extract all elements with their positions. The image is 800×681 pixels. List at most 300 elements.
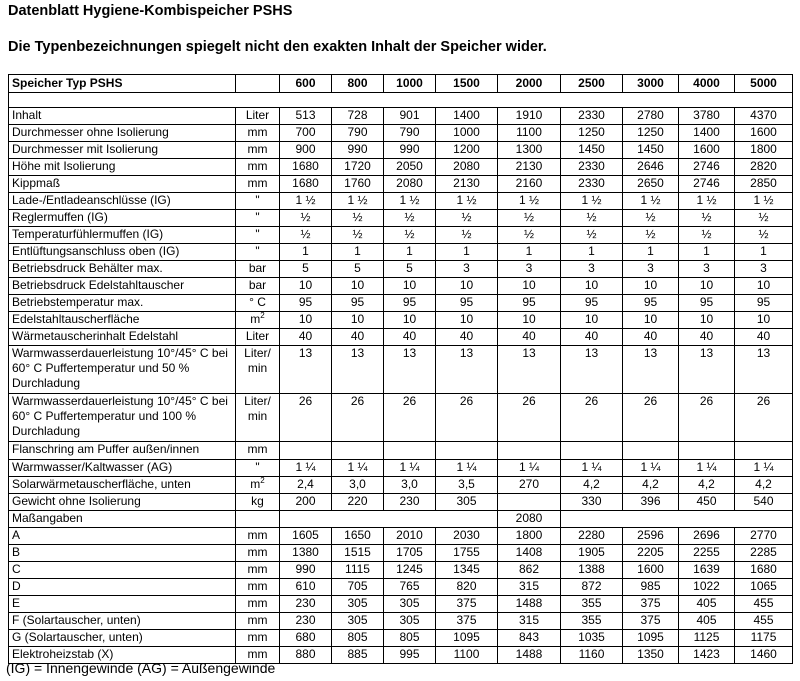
row-unit-text: Liter/ min: [244, 394, 271, 423]
row-unit-text: m: [250, 477, 261, 491]
row-value: ½: [384, 227, 436, 244]
row-value: 2010: [384, 528, 436, 545]
row-value: 230: [280, 613, 332, 630]
row-value: 1423: [679, 647, 735, 664]
row-value: 2850: [735, 176, 793, 193]
row-value: 2,4: [280, 477, 332, 494]
row-value: 2030: [436, 528, 498, 545]
row-value: 1605: [280, 528, 332, 545]
row-label: Lade-/Entladeanschlüsse (IG): [9, 193, 236, 210]
row-unit: [236, 596, 280, 613]
row-label: G (Solartauscher, unten): [9, 630, 236, 647]
row-unit: [236, 494, 280, 511]
row-value: 1: [735, 244, 793, 261]
row-value: 40: [384, 329, 436, 346]
row-value: 3780: [679, 108, 735, 125]
row-unit: [236, 312, 280, 329]
row-value: 1400: [436, 108, 498, 125]
row-value: 2330: [561, 176, 623, 193]
row-label: Elektroheizstab (X): [9, 647, 236, 664]
row-value: 355: [561, 596, 623, 613]
row-value: ½: [332, 210, 384, 227]
row-value: 790: [332, 125, 384, 142]
table-row: [9, 227, 793, 244]
table-row: [9, 511, 793, 528]
row-value: 1: [332, 244, 384, 261]
row-value: 40: [436, 329, 498, 346]
row-unit: [236, 579, 280, 596]
row-unit-text: mm: [247, 596, 268, 610]
row-value: 10: [498, 312, 561, 329]
row-value: 40: [735, 329, 793, 346]
row-value: 540: [735, 494, 793, 511]
row-label: Betriebsdruck Edelstahltauscher: [9, 278, 236, 295]
row-label: Temperaturfühlermuffen (IG): [9, 227, 236, 244]
table-row: [9, 295, 793, 312]
row-value: 10: [332, 312, 384, 329]
row-value: 405: [679, 613, 735, 630]
row-value: ½: [561, 227, 623, 244]
row-value: 26: [679, 394, 735, 442]
row-value: 1 ½: [679, 193, 735, 210]
header-type-800: 800: [332, 75, 384, 93]
row-value: 990: [280, 562, 332, 579]
row-unit: [236, 562, 280, 579]
row-value: 330: [561, 494, 623, 511]
row-unit-text: ": [255, 460, 260, 474]
row-unit-text: ": [255, 244, 260, 258]
row-value: 305: [384, 613, 436, 630]
row-value: 10: [436, 312, 498, 329]
row-label: Solarwärmetauscherfläche, unten: [9, 477, 236, 494]
row-value: 10: [498, 278, 561, 295]
row-value: ½: [384, 210, 436, 227]
row-value: 95: [280, 295, 332, 312]
row-label: Maßangaben: [9, 511, 236, 528]
row-value: 40: [280, 329, 332, 346]
row-value: ½: [436, 210, 498, 227]
row-value: 1639: [679, 562, 735, 579]
row-value: 26: [280, 394, 332, 442]
row-unit: [236, 210, 280, 227]
row-unit-superscript: 2: [260, 311, 265, 320]
row-unit-text: Liter: [245, 329, 270, 343]
row-value: 700: [280, 125, 332, 142]
row-unit-text: mm: [247, 528, 268, 542]
row-value: 95: [436, 295, 498, 312]
row-unit: [236, 545, 280, 562]
row-unit: [236, 278, 280, 295]
row-value: ½: [332, 227, 384, 244]
row-value: 305: [436, 494, 498, 511]
row-value: 1488: [498, 647, 561, 664]
table-row: [9, 278, 793, 295]
row-value: 230: [280, 596, 332, 613]
row-value: 13: [498, 346, 561, 394]
row-value: 1115: [332, 562, 384, 579]
row-value: 1: [384, 244, 436, 261]
table-row: [9, 562, 793, 579]
row-value: 2780: [623, 108, 679, 125]
row-value: 5: [384, 261, 436, 278]
row-value: 10: [623, 312, 679, 329]
row-value: 3: [679, 261, 735, 278]
header-type-1500: 1500: [436, 75, 498, 93]
header-type-2000: 2000: [498, 75, 561, 93]
row-value: 40: [623, 329, 679, 346]
row-label: C: [9, 562, 236, 579]
row-value: 4,2: [735, 477, 793, 494]
legend-footnote: (IG) = Innengewinde (AG) = Außengewinde: [6, 660, 276, 676]
row-label: Flanschring am Puffer außen/innen: [9, 442, 236, 460]
row-value: 13: [679, 346, 735, 394]
table-row: [9, 312, 793, 329]
datasheet-table: [8, 74, 793, 664]
row-value: ½: [735, 227, 793, 244]
row-value: 1 ¼: [735, 460, 793, 477]
row-value: 1095: [436, 630, 498, 647]
row-value: 1175: [735, 630, 793, 647]
row-value: 1705: [384, 545, 436, 562]
row-value: 1: [280, 244, 332, 261]
row-value: 3: [735, 261, 793, 278]
row-value: 765: [384, 579, 436, 596]
row-value: 270: [498, 477, 561, 494]
table-header-row: [9, 75, 793, 93]
row-value: 5: [280, 261, 332, 278]
row-value: 10: [679, 312, 735, 329]
row-value: [623, 442, 679, 460]
row-value: 2596: [623, 528, 679, 545]
row-value: 13: [436, 346, 498, 394]
row-label: Reglermuffen (IG): [9, 210, 236, 227]
row-value: [498, 442, 561, 460]
header-unit: [236, 75, 280, 93]
header-type-3000: 3000: [623, 75, 679, 93]
row-value: 990: [332, 142, 384, 159]
row-value: 1: [436, 244, 498, 261]
row-value: 95: [384, 295, 436, 312]
row-value: 1680: [735, 562, 793, 579]
row-value: 10: [561, 278, 623, 295]
row-value: 26: [332, 394, 384, 442]
table-row: [9, 477, 793, 494]
row-value: 40: [561, 329, 623, 346]
row-value: 305: [332, 613, 384, 630]
table-row: [9, 394, 793, 442]
row-value: 1720: [332, 159, 384, 176]
row-value: 40: [679, 329, 735, 346]
row-value: 1250: [623, 125, 679, 142]
row-value: 10: [332, 278, 384, 295]
row-value: 4,2: [679, 477, 735, 494]
row-value: 95: [623, 295, 679, 312]
row-value: 40: [498, 329, 561, 346]
row-value: 1: [498, 244, 561, 261]
row-value: 1 ½: [384, 193, 436, 210]
row-value: 375: [436, 613, 498, 630]
row-value: 1680: [280, 176, 332, 193]
row-value: 1 ½: [561, 193, 623, 210]
merged-cell: [280, 511, 498, 528]
row-unit-text: ° C: [249, 295, 266, 309]
row-value: 805: [384, 630, 436, 647]
row-value: 305: [332, 596, 384, 613]
row-value: 1 ½: [735, 193, 793, 210]
table-row: [9, 528, 793, 545]
row-value: 901: [384, 108, 436, 125]
row-value: 1450: [561, 142, 623, 159]
document-subtitle: Die Typenbezeichnungen spiegelt nicht den exakten Inhalt der Speicher wider.: [8, 39, 547, 55]
row-value: 900: [280, 142, 332, 159]
header-type-5000: 5000: [735, 75, 793, 93]
row-value: 680: [280, 630, 332, 647]
row-value: 230: [384, 494, 436, 511]
row-value: 1035: [561, 630, 623, 647]
row-label: Betriebstemperatur max.: [9, 295, 236, 312]
row-label: F (Solartauscher, unten): [9, 613, 236, 630]
row-value: 1250: [561, 125, 623, 142]
row-value: [498, 494, 561, 511]
row-value: 355: [561, 613, 623, 630]
row-unit: [236, 227, 280, 244]
row-value: ½: [735, 210, 793, 227]
row-value: 1400: [679, 125, 735, 142]
row-value: 2770: [735, 528, 793, 545]
table-row: [9, 244, 793, 261]
row-value: 1680: [280, 159, 332, 176]
row-unit-text: ": [255, 193, 260, 207]
row-unit: [236, 528, 280, 545]
row-value: 995: [384, 647, 436, 664]
row-value: 885: [332, 647, 384, 664]
row-value: 2050: [384, 159, 436, 176]
row-label: Entlüftungsanschluss oben (IG): [9, 244, 236, 261]
row-unit-text: kg: [251, 494, 264, 508]
row-value: 1345: [436, 562, 498, 579]
row-label: Betriebsdruck Behälter max.: [9, 261, 236, 278]
row-label: Inhalt: [9, 108, 236, 125]
row-value: [436, 442, 498, 460]
row-value: 396: [623, 494, 679, 511]
row-value: 10: [561, 312, 623, 329]
row-value: 1: [561, 244, 623, 261]
table-row: [9, 142, 793, 159]
row-value: 1: [623, 244, 679, 261]
table-row: [9, 630, 793, 647]
row-unit-text: mm: [247, 159, 268, 173]
row-value: 872: [561, 579, 623, 596]
row-value: 1022: [679, 579, 735, 596]
row-value: 2650: [623, 176, 679, 193]
row-unit: [236, 261, 280, 278]
row-value: ½: [280, 210, 332, 227]
row-value: 985: [623, 579, 679, 596]
row-value: 1 ¼: [679, 460, 735, 477]
row-value: 220: [332, 494, 384, 511]
row-value: 2130: [498, 159, 561, 176]
row-value: ½: [436, 227, 498, 244]
row-value: 1 ¼: [561, 460, 623, 477]
row-label: Höhe mit Isolierung: [9, 159, 236, 176]
row-value: 95: [332, 295, 384, 312]
row-value: 1125: [679, 630, 735, 647]
row-value: 1450: [623, 142, 679, 159]
row-value: 95: [561, 295, 623, 312]
row-value: 1 ½: [498, 193, 561, 210]
row-value: 2080: [436, 159, 498, 176]
row-value: 2330: [561, 159, 623, 176]
row-value: ½: [623, 227, 679, 244]
row-value: 10: [384, 312, 436, 329]
row-value: 40: [332, 329, 384, 346]
row-label: B: [9, 545, 236, 562]
row-value: 1600: [735, 125, 793, 142]
row-unit-text: mm: [247, 545, 268, 559]
row-value: 13: [623, 346, 679, 394]
row-value: 3: [436, 261, 498, 278]
row-label: Warmwasserdauerleistung 10°/45° C bei 60° C Puffertemperatur und 100 % Durchladung: [9, 394, 236, 442]
row-value: 2646: [623, 159, 679, 176]
row-value: 1760: [332, 176, 384, 193]
row-value: 95: [679, 295, 735, 312]
row-unit-text: mm: [247, 647, 268, 661]
row-value: 1600: [679, 142, 735, 159]
row-value: 405: [679, 596, 735, 613]
row-value: 1600: [623, 562, 679, 579]
row-value: 13: [280, 346, 332, 394]
row-unit-text: Liter: [245, 108, 270, 122]
row-value: 1245: [384, 562, 436, 579]
row-value: [280, 442, 332, 460]
row-value: 2080: [498, 511, 561, 528]
row-value: 3,5: [436, 477, 498, 494]
row-value: 10: [280, 278, 332, 295]
row-unit: [236, 108, 280, 125]
row-value: [735, 442, 793, 460]
row-value: 1905: [561, 545, 623, 562]
row-value: 610: [280, 579, 332, 596]
row-unit: [236, 477, 280, 494]
row-label: Wärmetauscherinhalt Edelstahl: [9, 329, 236, 346]
row-value: 4,2: [561, 477, 623, 494]
row-label: Durchmesser mit Isolierung: [9, 142, 236, 159]
row-value: 1000: [436, 125, 498, 142]
row-value: 1: [679, 244, 735, 261]
row-value: 1650: [332, 528, 384, 545]
row-value: 455: [735, 613, 793, 630]
row-value: 3: [561, 261, 623, 278]
row-value: 375: [623, 613, 679, 630]
table-row: [9, 108, 793, 125]
row-value: 315: [498, 579, 561, 596]
table-row: [9, 579, 793, 596]
row-unit-text: ": [255, 210, 260, 224]
document-title: Datenblatt Hygiene-Kombispeicher PSHS: [8, 3, 293, 19]
row-value: 455: [735, 596, 793, 613]
spacer-row: [9, 93, 793, 108]
row-unit: [236, 613, 280, 630]
row-unit-superscript: 2: [260, 476, 265, 485]
row-label: Warmwasserdauerleistung 10°/45° C bei 60° C Puffertemperatur und 50 % Durchladung: [9, 346, 236, 394]
header-type-4000: 4000: [679, 75, 735, 93]
row-value: 790: [384, 125, 436, 142]
table-row: [9, 545, 793, 562]
table-row: [9, 210, 793, 227]
table-row: [9, 613, 793, 630]
row-value: 1408: [498, 545, 561, 562]
row-value: 26: [735, 394, 793, 442]
row-value: 1 ¼: [498, 460, 561, 477]
row-value: 1488: [498, 596, 561, 613]
table-row: [9, 494, 793, 511]
row-value: 990: [384, 142, 436, 159]
row-value: 13: [384, 346, 436, 394]
row-unit-text: m: [250, 312, 261, 326]
row-value: 1 ¼: [332, 460, 384, 477]
row-value: 1095: [623, 630, 679, 647]
row-unit: [236, 176, 280, 193]
row-value: 2205: [623, 545, 679, 562]
table-row: [9, 125, 793, 142]
row-value: 820: [436, 579, 498, 596]
table-row: [9, 176, 793, 193]
header-label: Speicher Typ PSHS: [9, 75, 236, 93]
row-value: ½: [498, 210, 561, 227]
row-unit-text: mm: [247, 125, 268, 139]
row-value: 3,0: [384, 477, 436, 494]
row-value: 10: [735, 278, 793, 295]
row-value: 375: [436, 596, 498, 613]
row-value: 1800: [735, 142, 793, 159]
row-value: 862: [498, 562, 561, 579]
row-value: 2746: [679, 176, 735, 193]
row-value: 26: [561, 394, 623, 442]
row-value: 315: [498, 613, 561, 630]
table-row: [9, 159, 793, 176]
row-unit: [236, 460, 280, 477]
row-unit: [236, 193, 280, 210]
row-unit-text: Liter/ min: [244, 346, 271, 375]
row-value: 513: [280, 108, 332, 125]
row-value: 26: [623, 394, 679, 442]
row-value: 95: [735, 295, 793, 312]
row-value: 805: [332, 630, 384, 647]
row-label: Warmwasser/Kaltwasser (AG): [9, 460, 236, 477]
row-value: 1 ¼: [280, 460, 332, 477]
row-value: 1 ¼: [623, 460, 679, 477]
row-value: 10: [679, 278, 735, 295]
row-value: 1200: [436, 142, 498, 159]
row-value: 4370: [735, 108, 793, 125]
row-value: ½: [280, 227, 332, 244]
row-value: 13: [735, 346, 793, 394]
row-value: 450: [679, 494, 735, 511]
row-unit: [236, 511, 280, 528]
row-label: Durchmesser ohne Isolierung: [9, 125, 236, 142]
row-value: 843: [498, 630, 561, 647]
row-value: 1 ¼: [384, 460, 436, 477]
row-value: ½: [498, 227, 561, 244]
row-value: 1 ½: [332, 193, 384, 210]
row-value: 1 ½: [623, 193, 679, 210]
row-value: 1388: [561, 562, 623, 579]
row-value: 2255: [679, 545, 735, 562]
row-unit-text: mm: [247, 579, 268, 593]
row-value: 2280: [561, 528, 623, 545]
header-type-2500: 2500: [561, 75, 623, 93]
row-unit-text: mm: [247, 176, 268, 190]
